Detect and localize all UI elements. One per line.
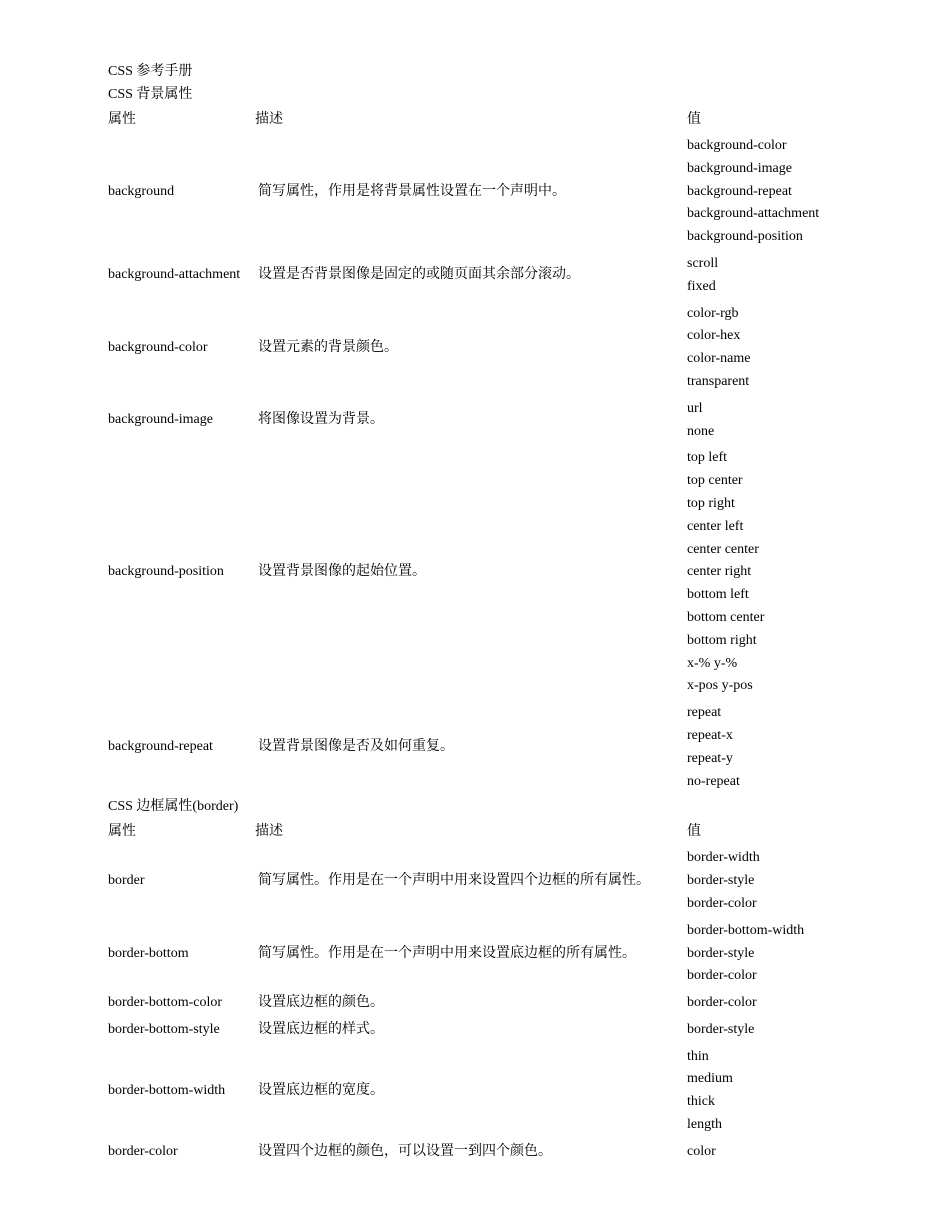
table-row [108, 700, 868, 795]
property-value: border-style [687, 873, 755, 889]
property-value: color-name [687, 351, 751, 367]
property-name: background [108, 183, 175, 199]
property-name: border-bottom [108, 945, 189, 961]
property-description: 简写属性。作用是在一个声明中用来设置底边框的所有属性。 [258, 945, 636, 961]
table-header-row [108, 106, 868, 133]
section-title-border: CSS 边框属性(border) [108, 799, 239, 815]
table-row [108, 301, 868, 396]
property-value: color [687, 1143, 716, 1159]
property-value: repeat [687, 705, 722, 721]
table-row [108, 918, 868, 990]
header-property: 属性 [108, 824, 136, 840]
header-value: 值 [687, 824, 701, 840]
property-values [687, 1139, 868, 1166]
property-description: 设置四个边框的颜色，可以设置一到四个颜色。 [258, 1143, 552, 1159]
background-properties-table [108, 106, 868, 795]
property-description: 设置背景图像的起始位置。 [258, 564, 426, 580]
property-value: background-image [687, 160, 792, 176]
property-name: border-color [108, 1143, 178, 1159]
table-header-row [108, 818, 868, 845]
table-row [108, 396, 868, 446]
property-description: 设置底边框的宽度。 [258, 1082, 384, 1098]
table-row [108, 133, 868, 251]
property-value: repeat-x [687, 727, 733, 743]
section-title-background: CSS 背景属性 [108, 87, 193, 102]
property-value: border-color [687, 895, 757, 911]
property-value: thin [687, 1048, 709, 1064]
property-value: color-rgb [687, 305, 739, 321]
table-row [108, 845, 868, 917]
property-value: length [687, 1117, 722, 1133]
property-value: background-repeat [687, 183, 792, 199]
property-description: 设置是否背景图像是固定的或随页面其余部分滚动。 [258, 267, 580, 283]
property-name: background-attachment [108, 267, 241, 283]
property-description: 简写属性。作用是在一个声明中用来设置四个边框的所有属性。 [258, 873, 650, 889]
property-value: background-color [687, 138, 787, 153]
property-value: border-style [687, 945, 755, 961]
property-value: border-style [687, 1021, 755, 1037]
property-name: border-bottom-style [108, 1021, 220, 1037]
property-value: bottom center [687, 609, 765, 625]
property-value: bottom right [687, 632, 757, 648]
property-value: scroll [687, 255, 719, 271]
header-description: 描述 [255, 112, 283, 127]
property-description: 设置底边框的颜色。 [258, 995, 384, 1011]
property-values [687, 918, 868, 990]
header-property: 属性 [108, 112, 136, 127]
property-value: background-attachment [687, 206, 820, 222]
property-description: 简写属性，作用是将背景属性设置在一个声明中。 [258, 183, 566, 199]
table-row [108, 1139, 868, 1166]
property-values [687, 1017, 868, 1044]
property-values [687, 301, 868, 396]
property-value: border-color [687, 995, 757, 1011]
property-values [687, 700, 868, 795]
property-value: center right [687, 564, 752, 580]
property-description: 设置背景图像是否及如何重复。 [258, 739, 454, 755]
property-value: top left [687, 450, 728, 466]
property-value: bottom left [687, 587, 749, 603]
property-value: url [687, 400, 703, 416]
table-row [108, 990, 868, 1017]
property-value: fixed [687, 278, 716, 294]
property-name: background-position [108, 564, 224, 580]
property-name: background-repeat [108, 739, 213, 755]
document-content [108, 60, 868, 1166]
property-values [687, 133, 868, 251]
property-description: 设置元素的背景颜色。 [258, 339, 398, 355]
property-value: transparent [687, 373, 750, 389]
property-values [687, 251, 868, 301]
header-description: 描述 [255, 824, 283, 840]
property-value: border-bottom-width [687, 922, 805, 938]
property-name: border-bottom-width [108, 1082, 226, 1098]
header-value: 值 [687, 112, 701, 127]
property-value: background-position [687, 229, 803, 245]
property-value: border-width [687, 850, 760, 866]
table-row [108, 251, 868, 301]
table-row [108, 1044, 868, 1139]
property-value: border-color [687, 968, 757, 984]
table-row [108, 1017, 868, 1044]
property-value: none [687, 423, 715, 439]
property-values [687, 396, 868, 446]
property-name: border [108, 873, 145, 889]
property-value: x-% y-% [687, 655, 738, 671]
property-description: 将图像设置为背景。 [258, 412, 384, 428]
property-values [687, 990, 868, 1017]
property-value: medium [687, 1071, 733, 1087]
property-values [687, 1044, 868, 1139]
property-value: color-hex [687, 328, 741, 344]
property-value: center center [687, 541, 759, 557]
property-value: repeat-y [687, 750, 733, 766]
property-value: thick [687, 1094, 715, 1110]
property-value: center left [687, 518, 744, 534]
property-value: top center [687, 473, 743, 489]
table-row [108, 445, 868, 700]
property-name: background-image [108, 412, 213, 428]
property-values [687, 445, 868, 700]
border-properties-table [108, 818, 868, 1165]
property-name: border-bottom-color [108, 995, 223, 1011]
manual-title: CSS 参考手册 [108, 64, 193, 79]
property-value: x-pos y-pos [687, 678, 753, 694]
property-values [687, 845, 868, 917]
property-value: no-repeat [687, 773, 740, 789]
property-description: 设置底边框的样式。 [258, 1021, 384, 1037]
property-value: top right [687, 495, 735, 511]
property-name: background-color [108, 339, 208, 355]
